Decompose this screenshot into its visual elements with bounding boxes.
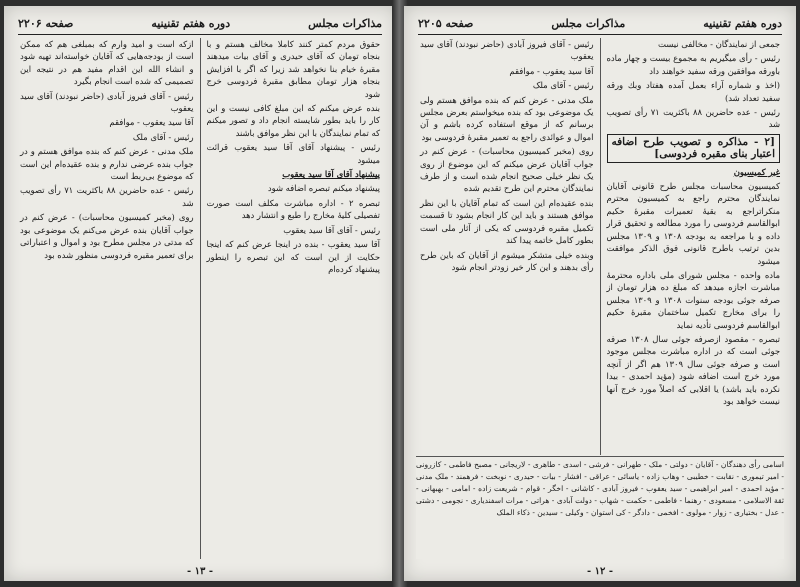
left-page-column-left bbox=[14, 38, 201, 559]
paragraph: رئیس - پیشنهاد آقای آقا سید یعقوب قرائت میشود bbox=[206, 142, 380, 165]
paragraph: رئیس - عده حاضرین ۸۸ باکثریت ۷۱ رأی تصویب شد bbox=[20, 185, 194, 208]
left-page-columns bbox=[14, 38, 386, 559]
left-page-footer-number: - ۱۳ - bbox=[186, 566, 213, 577]
right-page-header bbox=[418, 12, 782, 35]
right-header-page-number: صفحه ۲۲۰۵ bbox=[418, 16, 474, 30]
paragraph: رئیس - آقای ملک bbox=[532, 80, 594, 91]
paragraph: ملک مدنی - عرض کنم که بنده موافق هستم ولی یک موضوعی بود که بنده میخواستم بعرض مجلس برسانم که از موقع استفاده کرده باشم و آن اموال و عوائدی راجع به تعمیر مقبرهٔ فردوسی بود bbox=[420, 94, 594, 142]
paragraph: رئیس - عده حاضرین ۸۸ باکثریت ۷۱ رأی تصویب شد bbox=[606, 107, 780, 130]
left-header-center: دوره هفتم تقنینیه bbox=[151, 16, 231, 30]
left-header-page-number: صفحه ۲۲۰۶ bbox=[18, 16, 74, 30]
paragraph: رئیس - آقای ملک bbox=[132, 131, 194, 142]
paragraph: تبصره ۲ - اداره مباشرت مکلف است صورت تفصیلی کلیهٔ مخارج را طبع و انتشار دهد bbox=[206, 197, 380, 221]
paragraph: بنده عقیده‌ام این است که تمام آقایان با این نظر موافق هستند و باید این کار انجام بشود تا قسمت تکمیل مقبره فردوسی که یکی از آثار ملی است بطور کامل خاتمه پیدا کند bbox=[420, 197, 594, 246]
paragraph: ماده واحده - مجلس شورای ملی باداره محترمهٔ مباشرت اجازه میدهد که مبلغ ده هزار تومان از صرفه جوئی بودجه سنوات ۱۳۰۸ و ۱۳۰۹ مجلس را برای مخارج تکمیل ساختمان مقبرهٔ حکیم ابوالقاسم فردوسی تأدیه نماید bbox=[606, 269, 780, 330]
right-page-footer-number: - ۱۲ - bbox=[586, 566, 613, 577]
left-page-header bbox=[18, 12, 382, 35]
right-page-column-left bbox=[414, 38, 601, 455]
paragraph: تبصره - مقصود ازصرفه جوئی سال ۱۳۰۸ صرفه جوئی است که در اداره مباشرت مجلس موجود است و صرفه جوئی سال ۱۳۰۹ هم اگر از آنچه مورد خرج است اضافه شود (مؤید احمدی - بیدا نکرده باید باشد) یا اقلابی که اصلاً مورد خرج آنها نیست خواهد بود bbox=[606, 333, 781, 406]
paragraph: آقا سید یعقوب - بنده در اینجا عرض کنم که اینجا حکایت از این است که این تبصره را اینطور پیشنهاد کرده‌ام bbox=[206, 239, 380, 274]
paragraph: آقا سید یعقوب - موافقم bbox=[509, 65, 594, 76]
paragraph: جمعی از نمایندگان - مخالفی نیست bbox=[658, 39, 780, 49]
paragraph: آقا سید یعقوب - موافقم bbox=[109, 117, 194, 128]
paragraph: ملک مدنی - عرض کنم که بنده موافق هستم و در جواب بنده عرضی ندارم و بنده عقیده‌ام این است که موضوع بی‌ربط است bbox=[20, 146, 194, 182]
proposal-title: پیشنهاد آقای آقا سید یعقوب bbox=[282, 169, 380, 180]
paragraph: روی (مخبر کمیسیون محاسبات) - عرض کنم در جواب آقایان بنده عرض می‌کنم یک موضوعی بود که مدتی در مجلس مطرح بود و اموال و اعتباراتی برای تعمیر مقبره فردوسی منظور شده بود bbox=[20, 212, 194, 260]
paragraph: رئیس - آقای فیروز آبادی (حاضر نبودند) آقای سید یعقوب bbox=[20, 90, 194, 114]
voters-names-list: اسامی رأی دهندگان - آقایان - دولتی - ملک - طهرانی - فرشی - اسدی - طاهری - لاریجانی - مصبح فاطمی - کازرونی - امیر تیموری - نقابت - خطیبی - وهاب زاده - یاسائی - عراقی - افشار - بیات - حیدری - نوبخت - فرهمند - ملک مدنی - مؤید احمدی - امیر ابراهیمی - سید یعقوب - فیروز آبادی - کاشانی - اخگر - قوام - شریعت زاده - امامی - بهبهانی - ثقة الاسلامی - مسعودی - رهنما - فاطمی - حکمت - شهاب - دولت آبادی - هراتی - مرات اسفندیاری - نجومی - دشتی - عدل - بختیاری - زوار - مولوی - افخمی - دادگر - کی استوان - وکیلی - سیدین - ذکاء الملک bbox=[416, 456, 784, 559]
left-page bbox=[4, 6, 396, 581]
paragraph: رئیس - رأی میگیریم به مجموع بیست و چهار ماده باورقه موافقین ورقه سفید خواهند داد bbox=[606, 53, 780, 76]
paragraph: ازکه است و امید وارم که بمبلغی هم که ممکن است از بودجه‌هایی که آقایان خواسته‌اند تهیه شود و انشاء الله این اقدام مفید هم در نتیجه این تصمیمی که شده است انجام بگیرد bbox=[20, 39, 194, 87]
right-header-right: دوره هفتم تقنینیه bbox=[703, 16, 782, 30]
paragraph: بنده عرض میکنم که این مبلغ کافی نیست و این کار را باید بطور شایسته انجام داد و تصور میکنم که تمام نمایندگان با این نظر موافق باشند bbox=[206, 103, 380, 138]
left-page-column-right bbox=[201, 38, 387, 559]
paragraph: (اخذ و شماره آراء بعمل آمده هفتاد وبك ورقه سفید تعداد شد) bbox=[606, 80, 780, 103]
paragraph: روی (مخبر کمیسیون محاسبات) - عرض کنم در جواب آقایان عرض میکنم که این موضوع از روی یک نظر خیلی صحیح انجام شده است و از طرف نمایندگان محترم این طرح تقدیم شده bbox=[420, 146, 594, 194]
paragraph: کمیسیون محاسبات مجلس طرح قانونی آقایان نمایندگان محترم راجع به کمیسیون محترم منکراتراجع به بقیهٔ تعمیرات مقبرهٔ حکیم ابوالقاسم فردوسی را مورد مطالعه و تحقیق قرار داده و با مراجعه به بودجه ۱۳۰۸ و ۱۳۰۹ مجلس بدین ترتیب باطرح قانونی فوق الذکر موافقت میشود bbox=[606, 181, 780, 266]
paragraph: حقوق مردم کمتر کنند کاملا مخالف هستم و با بنجاه تومان که آقای حیدری و آقای بیات میدهند مقبرهٔ خیام بنا نخواهد شد زیرا که اگر با افزایش بنجاه هزار تومان مطابق مقبرهٔ فردوسی خرج شود bbox=[206, 39, 380, 99]
right-page-columns bbox=[414, 38, 786, 455]
left-header-right: مذاکرات مجلس bbox=[308, 16, 382, 30]
right-page-column-right bbox=[601, 38, 787, 455]
paragraph: رئیس - آقای فیروز آبادی (حاضر نبودند) آقای سید یعقوب bbox=[420, 39, 594, 62]
paragraph: رئیس - آقای آقا سید یعقوب bbox=[283, 224, 380, 235]
right-page bbox=[404, 6, 796, 581]
section-heading: [۲ - مذاکره و تصویب طرح اضافه اعتبار بنای مقبره فردوسی] bbox=[607, 134, 781, 163]
right-header-center: مذاکرات مجلس bbox=[551, 16, 626, 30]
paragraph: وبنده خیلی متشکر میشوم از آقایان که باین طرح رأی بدهند و این کار خیر زودتر انجام شود bbox=[420, 249, 594, 272]
paragraph: پیشنهاد میکنم تبصره اضافه شود bbox=[267, 183, 380, 194]
section-subtitle: غیر کمیسیون bbox=[733, 166, 780, 177]
